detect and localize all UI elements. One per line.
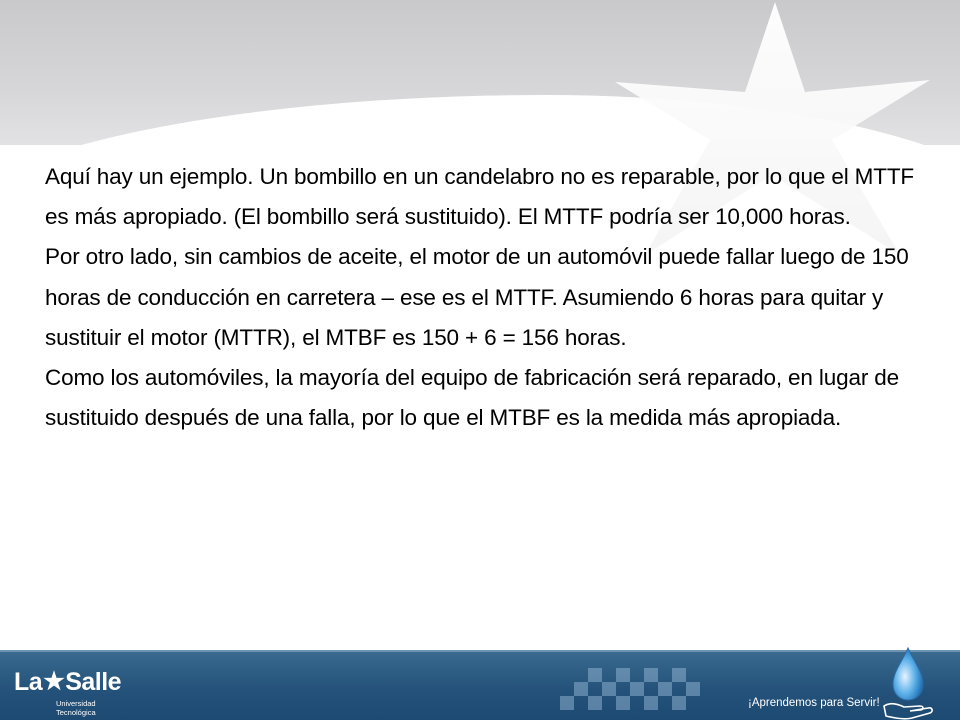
footer-slogan: ¡Aprendemos para Servir! <box>748 697 880 709</box>
logo-left: La <box>14 668 43 696</box>
logo-right: Salle <box>65 668 122 696</box>
logo-subtitle-1: Universidad <box>56 699 96 708</box>
logo-wordmark <box>14 668 121 697</box>
logo-subtitle-2: Tecnológica <box>56 708 96 717</box>
slide-body <box>45 157 925 438</box>
footer-pattern <box>560 668 710 720</box>
footer-bar <box>0 652 960 720</box>
paragraph-2: Por otro lado, sin cambios de aceite, el motor de un automóvil puede fallar luego de 150 horas de conducción en carretera – ese es el MTTF. Asumiendo 6 horas para quitar y sustituir el motor (MTTR), el MTBF es 150 + 6 = 156 horas. <box>45 244 909 350</box>
paragraph-1: Aquí hay un ejemplo. Un bombillo en un candelabro no es reparable, por lo que el MTTF es más apropiado. (El bombillo será sustituido). El MTTF podría ser 10,000 horas. <box>45 164 915 230</box>
paragraph-3: Como los automóviles, la mayoría del equipo de fabricación será reparado, en lugar de sustituido después de una falla, por lo que el MTBF es la medida más apropiada. <box>45 365 899 431</box>
water-drop-hand-icon <box>876 644 940 720</box>
star-icon: ★ <box>43 668 65 695</box>
